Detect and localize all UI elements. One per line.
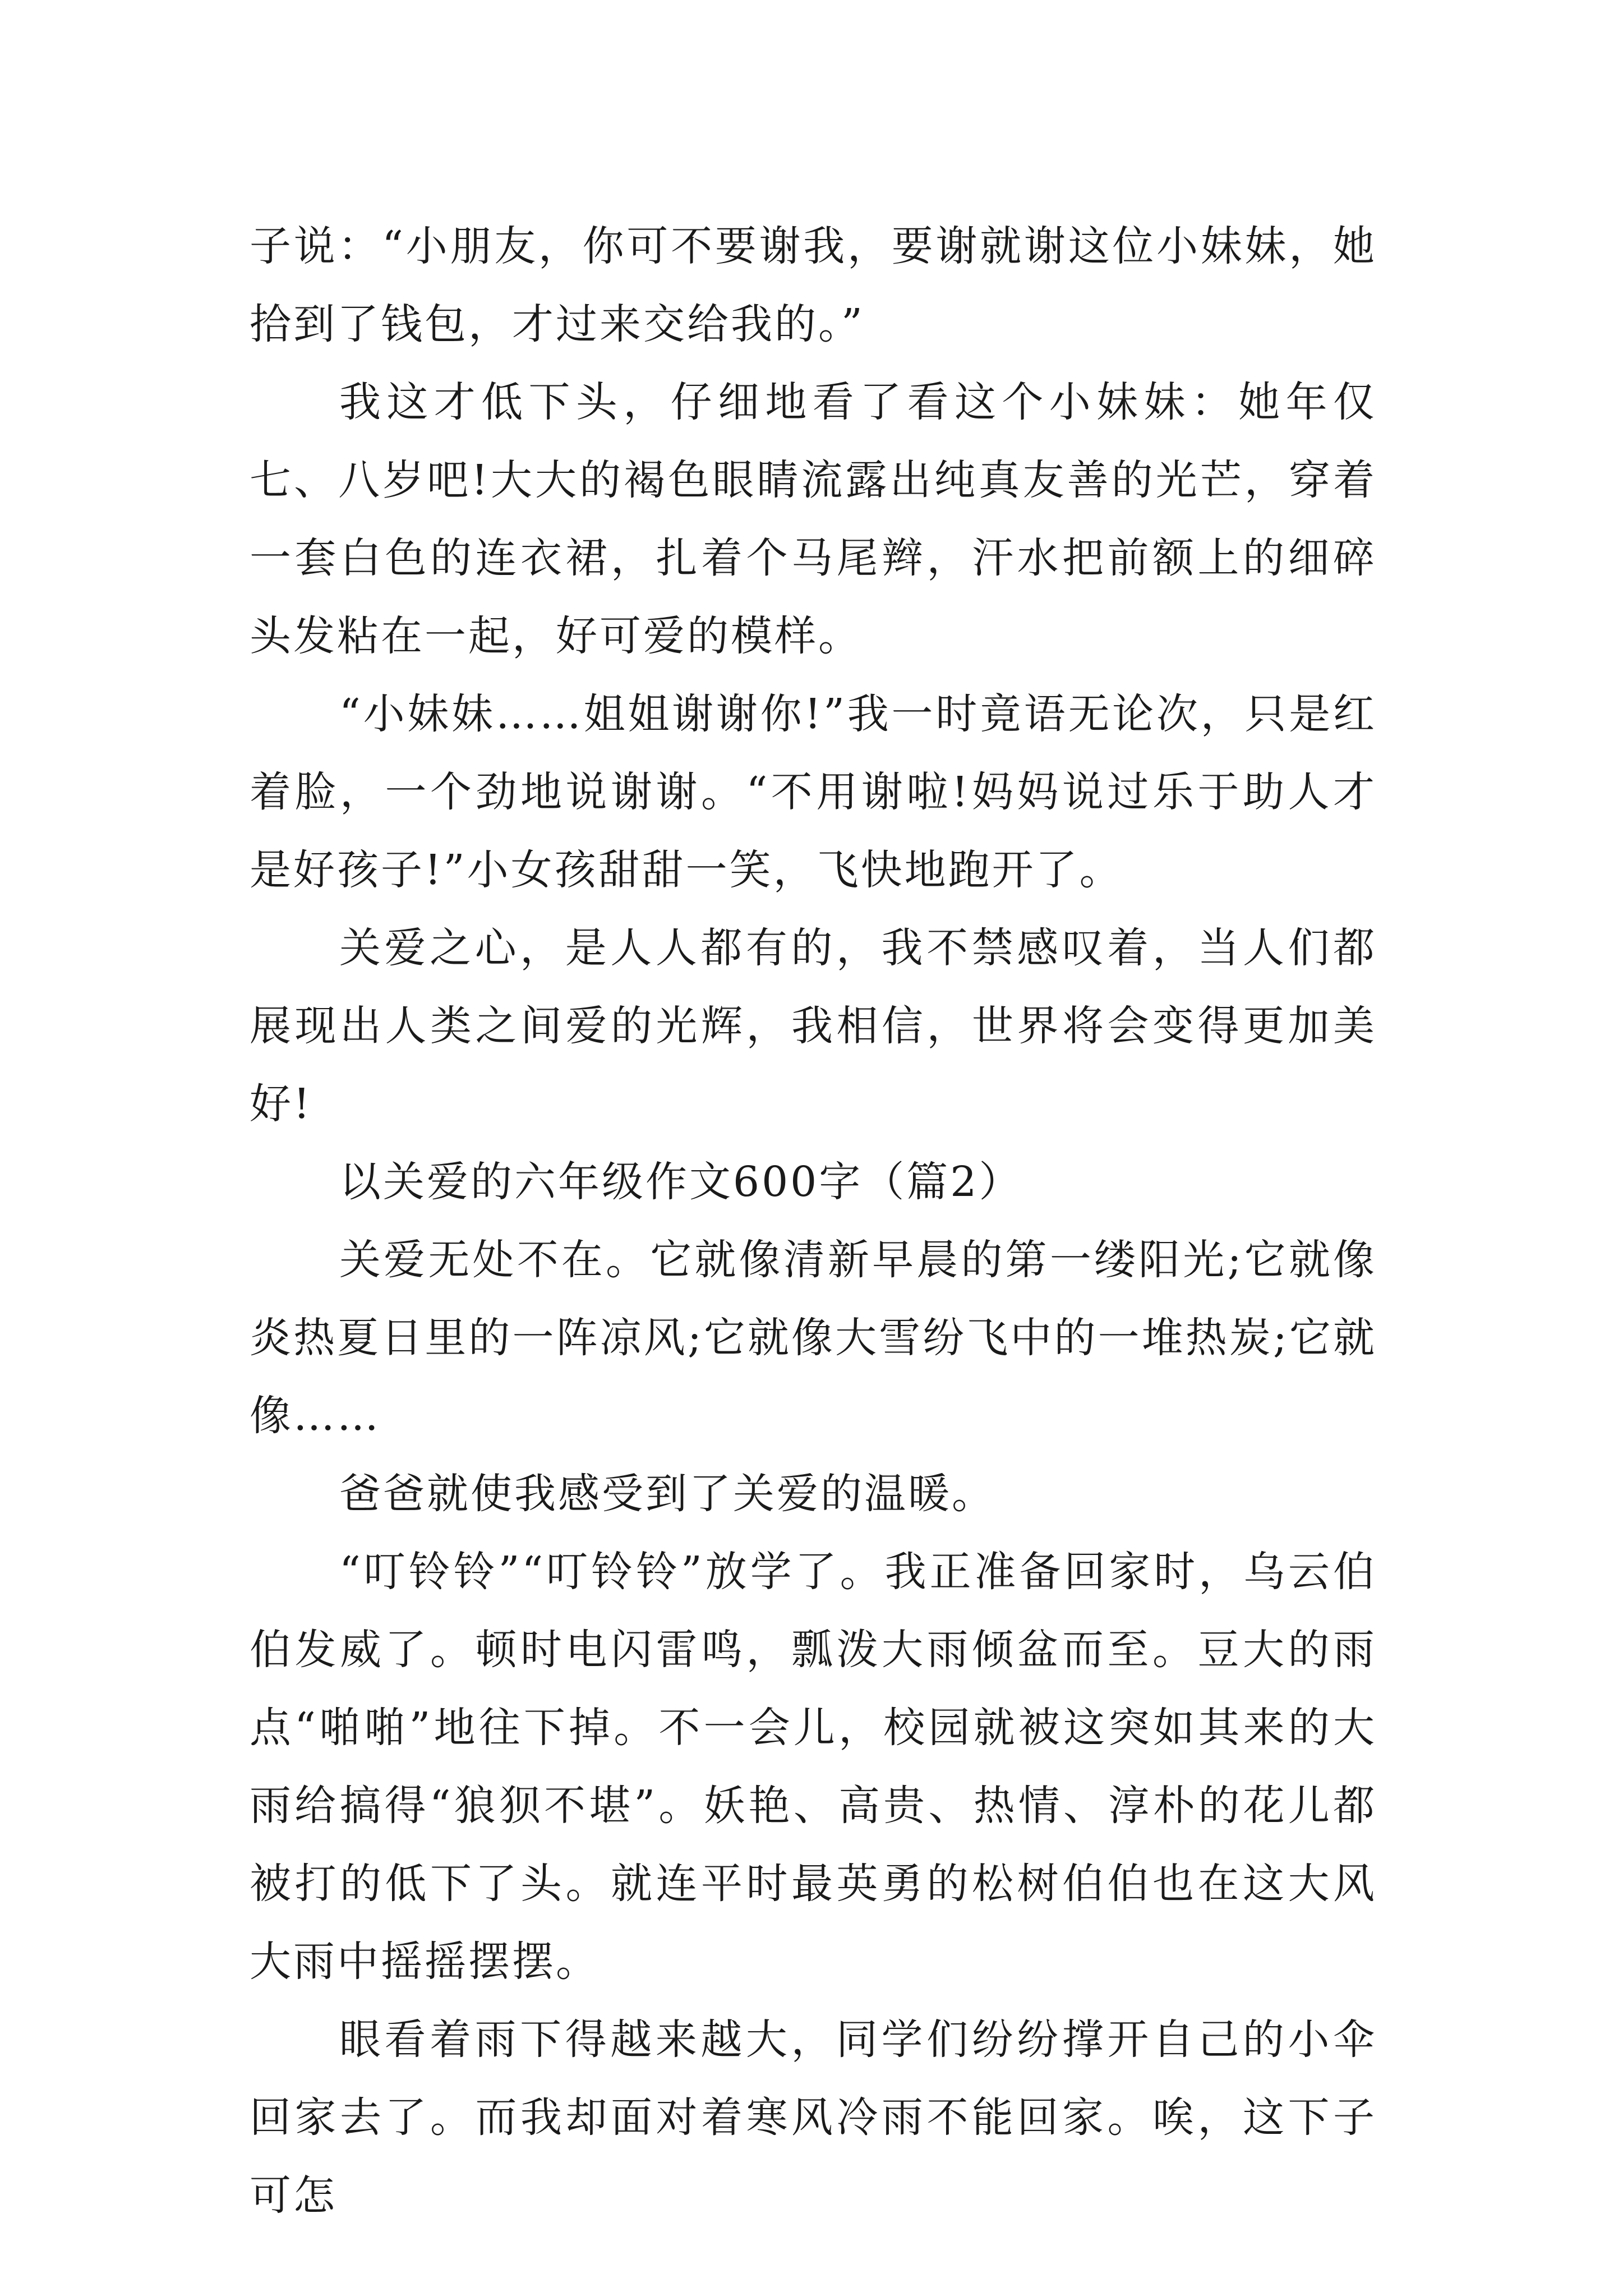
- paragraph-8: 眼看着雨下得越来越大，同学们纷纷撑开自己的小伞回家去了。而我却面对着寒风冷雨不能回家。唉，这下子可怎: [250, 2016, 1377, 2220]
- essay-body: [250, 208, 1377, 2235]
- section-heading: 以关爱的六年级作文600字（篇2）: [339, 1158, 1023, 1206]
- paragraph-7: “叮铃铃”“叮铃铃”放学了。我正准备回家时，乌云伯伯发威了。顿时电闪雷鸣，瓢泼大雨倾盆而至。豆大的雨点“啪啪”地往下掉。不一会儿，校园就被这突如其来的大雨给搞得“狼狈不堪”。妖艳、高贵、热情、淳朴的花儿都被打的低下了头。就连平时最英勇的松树伯伯也在这大风大雨中摇摇摆摆。: [250, 1548, 1377, 1986]
- paragraph-4: 关爱之心，是人人都有的，我不禁感叹着，当人们都展现出人类之间爱的光辉，我相信，世界将会变得更加美好!: [250, 924, 1377, 1128]
- paragraph-2: 我这才低下头，仔细地看了看这个小妹妹：她年仅七、八岁吧!大大的褐色眼睛流露出纯真友善的光芒，穿着一套白色的连衣裙，扎着个马尾辫，汗水把前额上的细碎头发粘在一起，好可爱的模样。: [250, 378, 1377, 660]
- paragraph-3: “小妹妹……姐姐谢谢你!”我一时竟语无论次，只是红着脸，一个劲地说谢谢。“不用谢啦!妈妈说过乐于助人才是好孩子!”小女孩甜甜一笑，飞快地跑开了。: [250, 690, 1377, 894]
- paragraph-5: 关爱无处不在。它就像清新早晨的第一缕阳光;它就像炎热夏日里的一阵凉风;它就像大雪纷飞中的一堆热炭;它就像……: [250, 1236, 1377, 1440]
- paragraph-6: 爸爸就使我感受到了关爱的温暖。: [339, 1470, 995, 1518]
- paragraph-1: 子说：“小朋友，你可不要谢我，要谢就谢这位小妹妹，她拾到了钱包，才过来交给我的。”: [250, 222, 1377, 348]
